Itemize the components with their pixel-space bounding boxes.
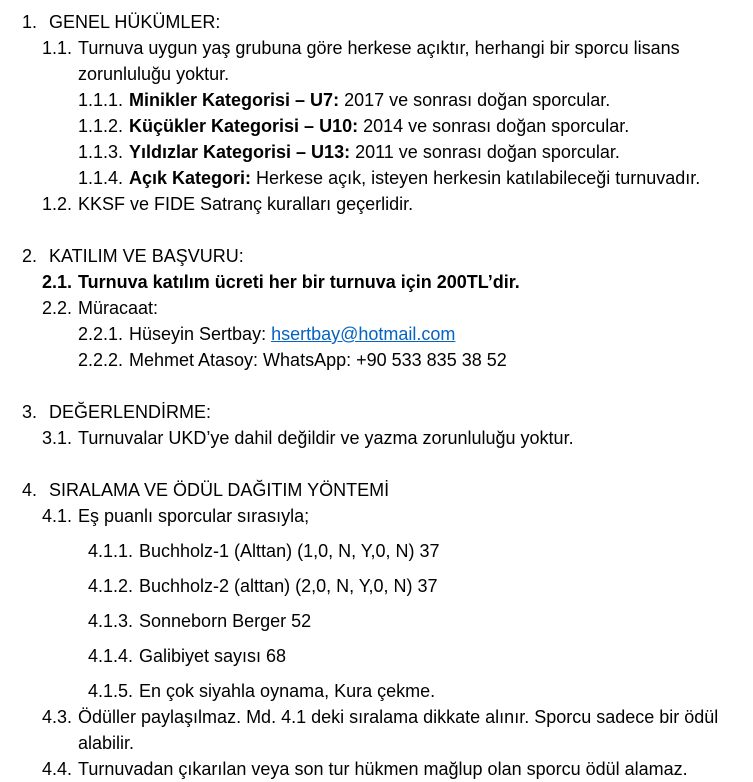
- item-text: Buchholz-2 (alttan) (2,0, N, Y,0, N) 37: [139, 576, 438, 596]
- item-text: [129, 139, 733, 165]
- item-text: Turnuva katılım ücreti her bir turnuva için 200TL’dir.: [78, 272, 520, 292]
- section-number: 1.: [22, 12, 38, 32]
- section-genel-hukumler: [0, 9, 753, 217]
- list-item-fee: [42, 269, 733, 295]
- item-number: 2.2.: [42, 298, 73, 318]
- item-number: 4.1.3.: [88, 611, 134, 631]
- item-text: Buchholz-1 (Alttan) (1,0, N, Y,0, N) 37: [139, 541, 440, 561]
- item-bold-label: Küçükler Kategorisi – U10:: [129, 116, 359, 136]
- list-item: [42, 756, 733, 782]
- list-item-tiebreak: [88, 678, 733, 704]
- item-number: 1.2.: [42, 194, 73, 214]
- list-item: [78, 87, 733, 113]
- item-number: 1.1.: [42, 38, 73, 58]
- item-number: 4.1.5.: [88, 681, 134, 701]
- item-text: [129, 87, 733, 113]
- item-text: Mehmet Atasoy: WhatsApp: +90 533 835 38 52: [129, 350, 507, 370]
- item-number: 2.1.: [42, 272, 73, 292]
- list-item: [42, 295, 733, 321]
- list-item-contact-phone: [78, 347, 733, 373]
- list-item-tiebreak: [88, 608, 733, 634]
- list-item: [42, 425, 733, 451]
- item-text: Sonneborn Berger 52: [139, 611, 312, 631]
- email-link[interactable]: hsertbay@hotmail.com: [271, 324, 456, 344]
- item-number: 2.2.2.: [78, 350, 124, 370]
- item-number: 4.1.1.: [88, 541, 134, 561]
- item-text: Turnuvalar UKD’ye dahil değildir ve yazma zorunluluğu yoktur.: [78, 428, 574, 448]
- item-text: KKSF ve FIDE Satranç kuralları geçerlidir.: [78, 194, 414, 214]
- section-title: SIRALAMA VE ÖDÜL DAĞITIM YÖNTEMİ: [49, 480, 390, 500]
- item-number: 4.4.: [42, 759, 73, 779]
- item-text-rest: 2011 ve sonrası doğan sporcular.: [355, 142, 620, 162]
- section-siralama-odul: [0, 477, 753, 782]
- section-heading: [22, 243, 733, 269]
- list-item: [78, 165, 733, 191]
- section-number: 2.: [22, 246, 38, 266]
- item-bold-label: Açık Kategori:: [129, 168, 252, 188]
- item-number: 1.1.4.: [78, 168, 124, 188]
- section-number: 4.: [22, 480, 38, 500]
- section-title: DEĞERLENDİRME:: [49, 402, 212, 422]
- item-text: En çok siyahla oynama, Kura çekme.: [139, 681, 436, 701]
- item-number: 1.1.2.: [78, 116, 124, 136]
- item-number: 4.1.: [42, 506, 73, 526]
- item-number: 2.2.1.: [78, 324, 124, 344]
- list-item: [42, 35, 733, 87]
- item-text-rest: Herkese açık, isteyen herkesin katılabileceği turnuvadır.: [256, 168, 701, 188]
- section-degerlendirme: [0, 399, 753, 451]
- item-text: [129, 165, 733, 191]
- item-text: Müracaat:: [78, 298, 159, 318]
- item-text: Turnuvadan çıkarılan veya son tur hükmen mağlup olan sporcu ödül alamaz.: [78, 759, 688, 779]
- item-text-rest: 2017 ve sonrası doğan sporcular.: [344, 90, 611, 110]
- section-heading: [22, 399, 733, 425]
- list-item: [78, 139, 733, 165]
- section-heading: [22, 9, 733, 35]
- list-item-tiebreak: [88, 538, 733, 564]
- item-text: Turnuva uygun yaş grubuna göre herkese açıktır, herhangi bir sporcu lisans zorunluluğu yoktur.: [78, 38, 680, 84]
- section-title: GENEL HÜKÜMLER:: [49, 12, 221, 32]
- item-number: 4.1.2.: [88, 576, 134, 596]
- list-item: [42, 704, 733, 756]
- item-text-rest: 2014 ve sonrası doğan sporcular.: [363, 116, 630, 136]
- item-text: [129, 113, 733, 139]
- contact-name: Hüseyin Sertbay:: [129, 324, 272, 344]
- item-number: 1.1.1.: [78, 90, 124, 110]
- item-text: Eş puanlı sporcular sırasıyla;: [78, 506, 310, 526]
- item-number: 4.3.: [42, 707, 73, 727]
- item-number: 1.1.3.: [78, 142, 124, 162]
- section-katilim-basvuru: [0, 243, 753, 373]
- list-item-tiebreak: [88, 573, 733, 599]
- list-item: [78, 113, 733, 139]
- item-bold-label: Minikler Kategorisi – U7:: [129, 90, 340, 110]
- section-number: 3.: [22, 402, 38, 422]
- list-item-contact-email: [78, 321, 733, 347]
- list-item: [42, 503, 733, 529]
- item-text: Ödüller paylaşılmaz. Md. 4.1 deki sıralama dikkate alınır. Sporcu sadece bir ödül alabilir.: [78, 707, 719, 753]
- item-number: 3.1.: [42, 428, 73, 448]
- section-title: KATILIM VE BAŞVURU:: [49, 246, 244, 266]
- item-number: 4.1.4.: [88, 646, 134, 666]
- item-text: Galibiyet sayısı 68: [139, 646, 287, 666]
- list-item-tiebreak: [88, 643, 733, 669]
- list-item: [42, 191, 733, 217]
- item-text: [129, 321, 733, 347]
- item-bold-label: Yıldızlar Kategorisi – U13:: [129, 142, 351, 162]
- section-heading: [22, 477, 733, 503]
